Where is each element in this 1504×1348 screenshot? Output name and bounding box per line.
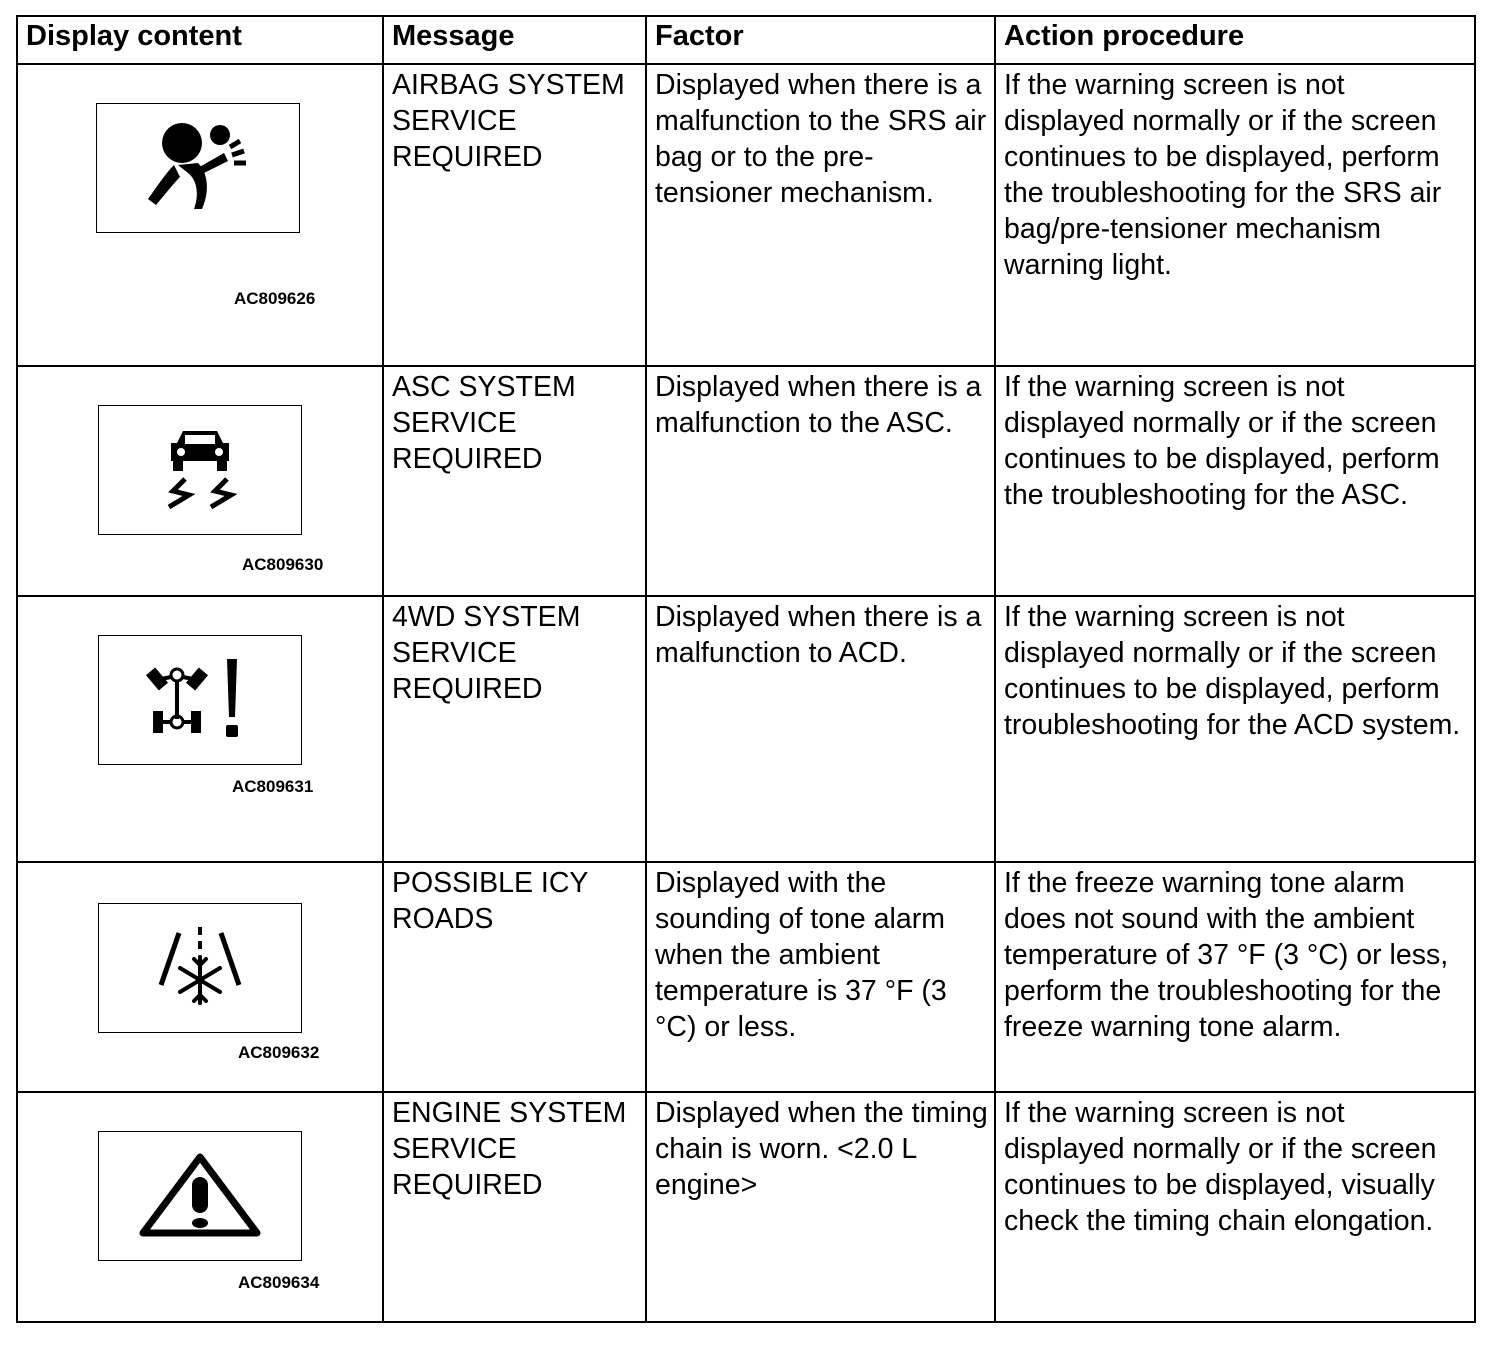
factor-cell: Displayed when the timing chain is worn. <2.0 L engine> [646, 1092, 995, 1322]
icy-road-snowflake-icon [155, 923, 245, 1013]
action-cell: If the warning screen is not displayed normally or if the screen continues to be displayed, perform the troubleshooting for the ASC. [995, 366, 1475, 596]
display-content-cell [17, 862, 383, 1092]
factor-cell: Displayed when there is a malfunction to ACD. [646, 596, 995, 862]
action-cell: If the warning screen is not displayed normally or if the screen continues to be displayed, perform troubleshooting for the ACD system. [995, 596, 1475, 862]
factor-cell: Displayed when there is a malfunction to the SRS air bag or to the pre-tensioner mechanism. [646, 64, 995, 366]
table-row [17, 64, 1475, 366]
icon-frame [98, 635, 302, 765]
table-row [17, 862, 1475, 1092]
table-row [17, 366, 1475, 596]
header-row [17, 16, 1475, 64]
airbag-warning-icon [138, 113, 258, 223]
header-display-content: Display content [17, 16, 383, 64]
skidding-car-icon [155, 425, 245, 515]
display-content-cell [17, 596, 383, 862]
message-cell: AIRBAG SYSTEM SERVICE REQUIRED [383, 64, 646, 366]
factor-cell: Displayed when there is a malfunction to the ASC. [646, 366, 995, 596]
message-cell: ENGINE SYSTEM SERVICE REQUIRED [383, 1092, 646, 1322]
header-factor: Factor [646, 16, 995, 64]
4wd-drivetrain-warning-icon [145, 655, 255, 745]
image-code: AC809631 [232, 777, 314, 796]
message-cell: POSSIBLE ICY ROADS [383, 862, 646, 1092]
icon-frame [98, 903, 302, 1033]
icon-frame [96, 103, 300, 233]
image-code: AC809630 [242, 555, 324, 574]
icon-frame [98, 1131, 302, 1261]
display-content-cell [17, 366, 383, 596]
image-code: AC809626 [234, 289, 316, 308]
display-content-cell [17, 64, 383, 366]
message-cell: 4WD SYSTEM SERVICE REQUIRED [383, 596, 646, 862]
action-cell: If the warning screen is not displayed normally or if the screen continues to be displayed, visually check the timing chain elongation. [995, 1092, 1475, 1322]
table-row [17, 596, 1475, 862]
action-cell: If the warning screen is not displayed normally or if the screen continues to be displayed, perform the troubleshooting for the SRS air bag/pre-tensioner mechanism warning light. [995, 64, 1475, 366]
warning-triangle-icon [135, 1151, 265, 1241]
factor-cell: Displayed with the sounding of tone alarm when the ambient temperature is 37 °F (3 °C) or less. [646, 862, 995, 1092]
action-cell: If the freeze warning tone alarm does not sound with the ambient temperature of 37 °F (3 °C) or less, perform the troubleshooting for the freeze warning tone alarm. [995, 862, 1475, 1092]
icon-frame [98, 405, 302, 535]
display-content-cell [17, 1092, 383, 1322]
table-row [17, 1092, 1475, 1322]
image-code: AC809632 [238, 1043, 320, 1062]
image-code: AC809634 [238, 1273, 320, 1292]
message-cell: ASC SYSTEM SERVICE REQUIRED [383, 366, 646, 596]
warning-display-table [16, 15, 1476, 1323]
header-message: Message [383, 16, 646, 64]
header-action-procedure: Action procedure [995, 16, 1475, 64]
